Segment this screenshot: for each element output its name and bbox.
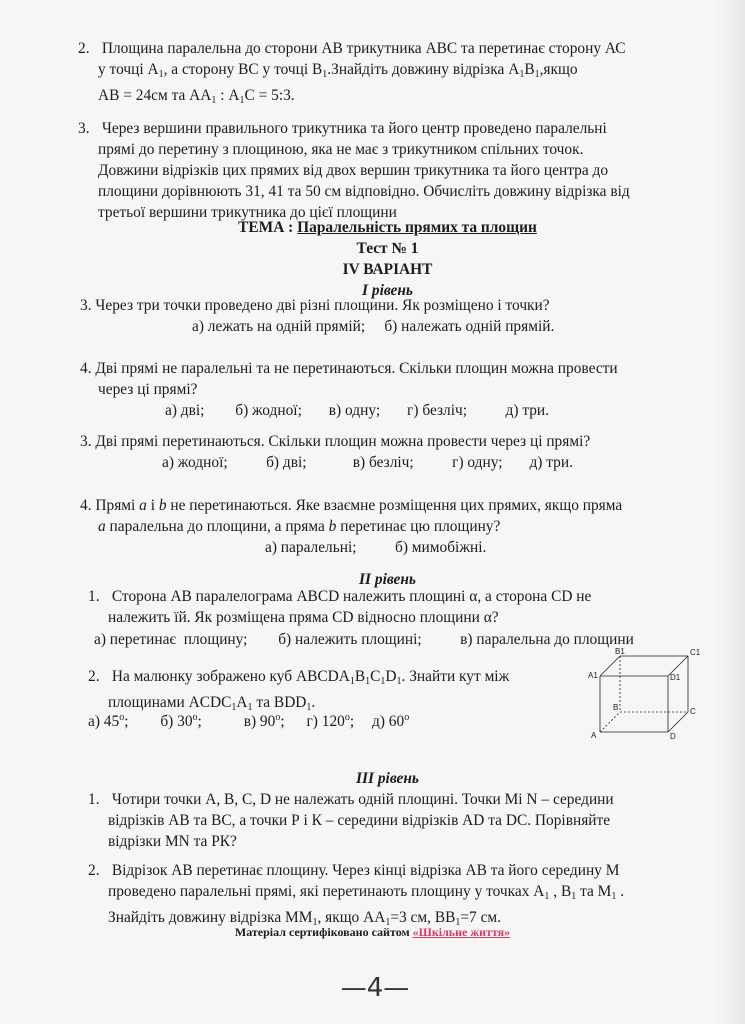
variant-label: IV ВАРІАНТ [342,261,433,278]
page-number: —4— [340,973,410,1003]
level-2-heading: ІІ рівень [359,571,416,588]
cube-hidden-edge [600,712,620,732]
cube-label: B [613,703,619,712]
level1-q1: 3. Через три точки проведено дві різні площини. Як розміщено і точки? а) лежать на одній прямій; б) належать одній прямій. [80,297,555,335]
cube-edge [668,712,688,732]
cube-edge [600,656,620,676]
problem-3-top: 3. Через вершини правильного трикутника та його центр проведено паралельні прямі до перетину з площиною, яка не має з трикутником спільних точок. Довжини відрізків цих прямих від двох вершин трикутника та його центра до площини дорівнюють 31, 41 та 50 см відповідно. Обчисліть довжину відрізка від третьої вершини трикутника до цієї площини [78,120,630,221]
level3-q2: 2. Відрізок АВ перетинає площину. Через кінці відрізка АВ та його середину М проведено паралельні прямі, які перетинають площину у точках $А_1$ , $В_1$ та $М_1$ . Знайдіть довжину відрізка $ММ_1$, якщо $АА_1=3$ см, $ВВ_1=7$ см. [88,862,625,928]
certification-footer: Матеріал сертифіковано сайтом «Шкільне життя» [234,925,511,939]
level2-q1-options: а) перетинає площину; б) належить площині; в) паралельна до площини [94,631,634,648]
level-1-heading: І рівень [362,282,413,299]
cube-label: B1 [615,648,625,656]
cube-label: A1 [588,671,598,680]
cube-label: C [690,707,696,716]
level2-q2-options: а) 45$^o$; б) 30$^o$; в) 90$^o$; г) 120$^o$; д) 60$^o$ [88,712,410,730]
cube-label: D [670,732,676,740]
level1-q2: 4. Дві прямі не паралельні та не перетинаються. Скільки площин можна провести через ці прямі? а) дві; б) жодної; в) одну; г) безліч; д) три. [80,360,618,419]
cube-figure [586,648,702,740]
topic-title: ТЕМА : Паралельність прямих та площин [238,219,537,236]
level1-q3: 3. Дві прямі перетинаються. Скільки площин можна провести через ці прямі? а) жодної; б) дві; в) безліч; г) одну; д) три. [80,433,591,471]
level2-q1: 1. Сторона АВ паралелограма ABCD належить площині α, а сторона CD не належить їй. Як розміщена пряма CD відносно площини α? [88,588,592,626]
scan-edge-shadow [715,0,745,1024]
level3-q1: 1. Чотири точки A, B, C, D не належать одній площині. Точки Mi N – середини відрізків АВ та ВС, а точки Р і К – середини відрізків AD та DC. Порівняйте відрізки MN та РК? [88,791,614,850]
level-3-heading: ІІІ рівень [356,770,419,787]
cube-label: C1 [690,648,701,657]
site-link[interactable]: «Шкільне життя» [412,925,511,939]
problem-2-top: 2. Площина паралельна до сторони АВ трикутника АВС та перетинає сторону АС у точці $А_1$, а сторону ВС у точці $В_1.Знайдіть$ довжину відрізка $А_1В_1,якщо$ АВ = 24см та $АА_1$ : $А_1С$ = 5:3. [78,40,626,106]
cube-label: A [591,731,597,740]
level1-q4: 4. Прямі а і b не перетинаються. Яке взаємне розміщення цих прямих, якщо пряма а паралельна до площини, а пряма b перетинає цю площину? а) паралельні; б) мимобіжні. [80,497,623,556]
test-number: Тест № 1 [356,240,419,257]
level2-q2: 2. На малюнку зображено куб $ABCDA_1B_1C_1D_1$. Знайти кут між площинами $ACDC_1A_1$ та $BDD_1$. [88,668,510,713]
cube-label: D1 [670,673,681,682]
